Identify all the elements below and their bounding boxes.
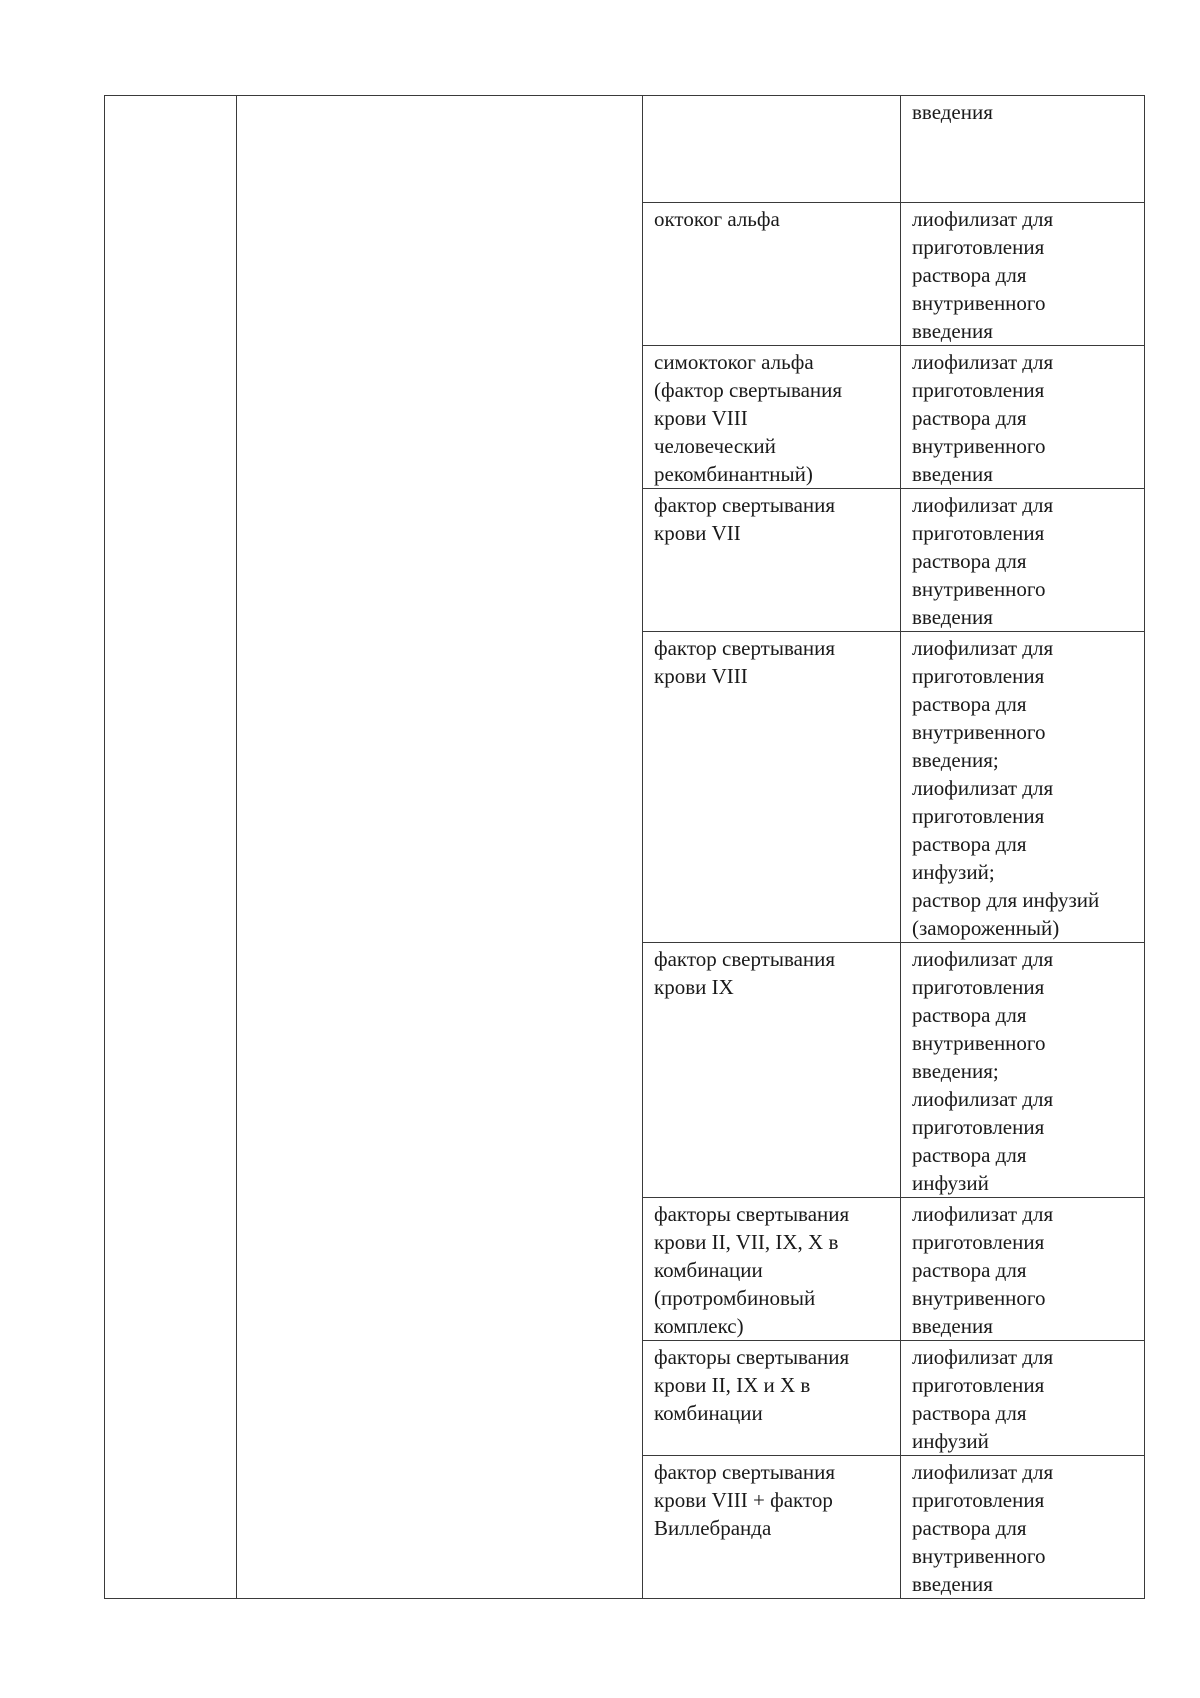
drug-name-cell — [643, 632, 901, 943]
dosage-form-cell — [901, 96, 1145, 203]
drug-name-cell — [643, 1456, 901, 1599]
medication-table — [104, 95, 1145, 1599]
drug-name: фактор свертывания крови VII — [654, 493, 836, 545]
dosage-form-cell — [901, 1341, 1145, 1456]
dosage-form-cell — [901, 489, 1145, 632]
dosage-form: лиофилизат для приготовления раствора для внутривенного введения; лиофилизат для приготовления раствора для инфузий — [912, 947, 1054, 1195]
table-row — [105, 96, 1145, 203]
dosage-form: введения — [912, 100, 993, 124]
dosage-form: лиофилизат для приготовления раствора для внутривенного введения — [912, 1202, 1054, 1338]
drug-name: октоког альфа — [654, 207, 780, 231]
anatomical-group-cell — [237, 96, 643, 1599]
dosage-form: лиофилизат для приготовления раствора для внутривенного введения — [912, 207, 1054, 343]
dosage-form-cell — [901, 943, 1145, 1198]
drug-name-cell — [643, 943, 901, 1198]
dosage-form-cell — [901, 1198, 1145, 1341]
dosage-form: лиофилизат для приготовления раствора для инфузий — [912, 1345, 1054, 1453]
drug-name-cell — [643, 346, 901, 489]
drug-name-cell — [643, 489, 901, 632]
drug-name: факторы свертывания крови II, VII, IX, X в комбинации (протромбиновый комплекс) — [654, 1202, 850, 1338]
dosage-form: лиофилизат для приготовления раствора для внутривенного введения — [912, 350, 1054, 486]
dosage-form-cell — [901, 1456, 1145, 1599]
dosage-form: лиофилизат для приготовления раствора для внутривенного введения — [912, 493, 1054, 629]
drug-name-cell — [643, 96, 901, 203]
dosage-form: лиофилизат для приготовления раствора для внутривенного введения — [912, 1460, 1054, 1596]
drug-name-cell — [643, 1198, 901, 1341]
drug-name: симоктоког альфа (фактор свертывания крови VIII человеческий рекомбинантный) — [654, 350, 843, 486]
dosage-form-cell — [901, 346, 1145, 489]
dosage-form: лиофилизат для приготовления раствора для внутривенного введения; лиофилизат для приготовления раствора для инфузий; раствор для инфузий (замороженный) — [912, 636, 1100, 940]
drug-name: фактор свертывания крови VIII — [654, 636, 836, 688]
atc-code-cell — [105, 96, 237, 1599]
dosage-form-cell — [901, 632, 1145, 943]
drug-name: фактор свертывания крови VIII + фактор Виллебранда — [654, 1460, 836, 1540]
drug-name: фактор свертывания крови IX — [654, 947, 836, 999]
drug-name: факторы свертывания крови II, IX и X в комбинации — [654, 1345, 850, 1425]
drug-name-cell — [643, 1341, 901, 1456]
dosage-form-cell — [901, 203, 1145, 346]
drug-name-cell — [643, 203, 901, 346]
